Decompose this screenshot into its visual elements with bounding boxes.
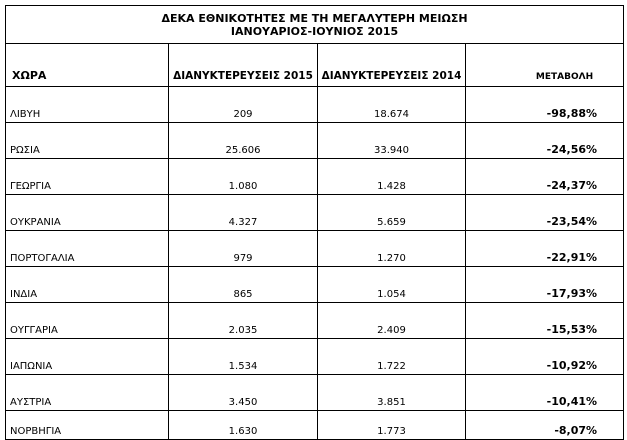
- country-cell: ΟΥΓΓΑΡΙΑ: [6, 303, 169, 339]
- column-header-change: ΜΕΤΑΒΟΛΗ: [466, 44, 624, 87]
- column-header-2014: ΔΙΑΝΥΚΤΕΡΕΥΣΕΙΣ 2014: [318, 44, 466, 87]
- change-cell: -24,37%: [466, 159, 624, 195]
- country-cell: ΟΥΚΡΑΝΙΑ: [6, 195, 169, 231]
- change-cell: -24,56%: [466, 123, 624, 159]
- table-row: [6, 123, 624, 159]
- table-row: [6, 339, 624, 375]
- change-cell: -98,88%: [466, 87, 624, 123]
- value-2015-cell: 1.630: [169, 411, 318, 440]
- table-row: [6, 303, 624, 339]
- value-2015-cell: 1.534: [169, 339, 318, 375]
- change-cell: -10,92%: [466, 339, 624, 375]
- country-cell: ΙΝΔΙΑ: [6, 267, 169, 303]
- change-cell: -15,53%: [466, 303, 624, 339]
- nationalities-table: [5, 5, 624, 440]
- change-cell: -17,93%: [466, 267, 624, 303]
- table-row: [6, 87, 624, 123]
- value-2014-cell: 3.851: [318, 375, 466, 411]
- table-row: [6, 231, 624, 267]
- value-2014-cell: 1.722: [318, 339, 466, 375]
- change-cell: -23,54%: [466, 195, 624, 231]
- column-header-country: ΧΩΡΑ: [6, 44, 169, 87]
- change-cell: -8,07%: [466, 411, 624, 440]
- country-cell: ΛΙΒΥΗ: [6, 87, 169, 123]
- value-2014-cell: 1.773: [318, 411, 466, 440]
- value-2015-cell: 979: [169, 231, 318, 267]
- column-header-2015: ΔΙΑΝΥΚΤΕΡΕΥΣΕΙΣ 2015: [169, 44, 318, 87]
- value-2015-cell: 25.606: [169, 123, 318, 159]
- country-cell: ΝΟΡΒΗΓΙΑ: [6, 411, 169, 440]
- table-row: [6, 195, 624, 231]
- value-2015-cell: 2.035: [169, 303, 318, 339]
- table-title-row: [6, 6, 624, 44]
- value-2015-cell: 3.450: [169, 375, 318, 411]
- table-title: [6, 6, 624, 44]
- table-row: [6, 267, 624, 303]
- country-cell: ΓΕΩΡΓΙΑ: [6, 159, 169, 195]
- value-2014-cell: 1.428: [318, 159, 466, 195]
- value-2014-cell: 5.659: [318, 195, 466, 231]
- value-2014-cell: 2.409: [318, 303, 466, 339]
- change-cell: -22,91%: [466, 231, 624, 267]
- table-header-row: [6, 44, 624, 87]
- value-2015-cell: 4.327: [169, 195, 318, 231]
- country-cell: ΙΑΠΩΝΙΑ: [6, 339, 169, 375]
- change-cell: -10,41%: [466, 375, 624, 411]
- value-2014-cell: 1.270: [318, 231, 466, 267]
- table-title-line-1: ΔΕΚΑ ΕΘΝΙΚΟΤΗΤΕΣ ΜΕ ΤΗ ΜΕΓΑΛΥΤΕΡΗ ΜΕΙΩΣΗ: [161, 11, 468, 25]
- country-cell: ΡΩΣΙΑ: [6, 123, 169, 159]
- value-2014-cell: 33.940: [318, 123, 466, 159]
- value-2015-cell: 1.080: [169, 159, 318, 195]
- table-row: [6, 159, 624, 195]
- country-cell: ΑΥΣΤΡΙΑ: [6, 375, 169, 411]
- table-title-line-2: ΙΑΝΟΥΑΡΙΟΣ-ΙΟΥΝΙΟΣ 2015: [230, 24, 399, 38]
- value-2014-cell: 1.054: [318, 267, 466, 303]
- table-row: [6, 411, 624, 440]
- value-2015-cell: 209: [169, 87, 318, 123]
- country-cell: ΠΟΡΤΟΓΑΛΙΑ: [6, 231, 169, 267]
- value-2015-cell: 865: [169, 267, 318, 303]
- table-row: [6, 375, 624, 411]
- value-2014-cell: 18.674: [318, 87, 466, 123]
